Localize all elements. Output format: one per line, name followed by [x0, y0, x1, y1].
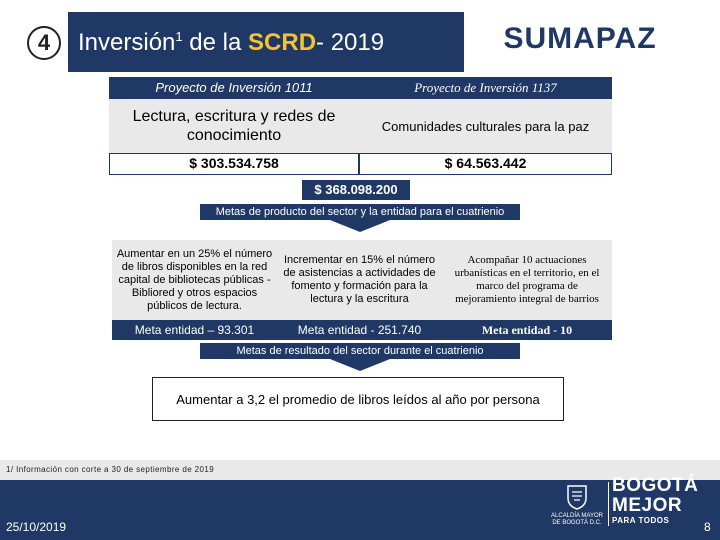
goal-2-text: Incrementar en 15% el número de asistencias a actividades de fomento y formación para la lectura y la escritura	[283, 254, 436, 305]
goal-2-meta: Meta entidad - 251.740	[277, 320, 442, 340]
project-1-header: Proyecto de Inversión 1011	[109, 77, 359, 99]
project-2-header: Proyecto de Inversión 1137	[359, 77, 612, 99]
bogota-mejor-logo	[612, 475, 699, 532]
coat-of-arms-icon	[566, 484, 588, 510]
project-1-name-text: Lectura, escritura y redes de conocimiento	[132, 108, 336, 144]
goal-1-text: Aumentar en un 25% el número de libros disponibles en la red capital de bibliotecas públicas - Bibliored y otros espacios públicos de lectura.	[116, 247, 273, 312]
project-1-amount: $ 303.534.758	[109, 153, 359, 175]
step-number: 4	[37, 30, 51, 55]
product-goals-label: Metas de producto del sector y la entidad para el cuatrienio	[215, 206, 505, 218]
goal-2	[277, 240, 442, 320]
title-prefix: Inversión	[78, 29, 176, 56]
footnote: 1/ Información con corte a 30 de septiembre de 2019	[6, 465, 215, 474]
project-2-amount: $ 64.563.442	[359, 153, 612, 175]
step-number-badge	[27, 26, 61, 60]
title-suffix: - 2019	[316, 29, 385, 56]
alcaldia-logo-text: ALCALDÍA MAYOR DE BOGOTÁ D.C.	[551, 513, 603, 526]
title-mid: de la	[182, 29, 249, 56]
alcaldia-logo	[548, 478, 606, 528]
location-title: SUMAPAZ	[503, 22, 657, 55]
goal-3	[442, 240, 612, 320]
goal-1-meta: Meta entidad – 93.301	[112, 320, 277, 340]
project-2-name-text: Comunidades culturales para la paz	[381, 118, 590, 134]
logo-line-1: BOGOTÁ	[612, 475, 699, 496]
title-superscript: 1	[175, 29, 183, 44]
goal-3-text: Acompañar 10 actuaciones urbanísticas en el territorio, en el marco del programa de mejoramiento integral de barrios	[454, 254, 600, 305]
page-number: 8	[704, 520, 711, 534]
total-amount: $ 368.098.200	[302, 180, 410, 200]
project-1-name	[109, 99, 359, 153]
final-goal: Aumentar a 3,2 el promedio de libros leídos al año por persona	[152, 377, 564, 421]
logo-divider	[608, 482, 609, 526]
project-2-name	[359, 99, 612, 153]
logo-line-2: MEJOR	[612, 495, 683, 516]
slide-date: 25/10/2019	[6, 520, 67, 534]
slide-title	[68, 12, 464, 72]
goal-3-meta: Meta entidad - 10	[442, 320, 612, 340]
goal-1	[112, 240, 277, 320]
logo-line-3: PARA TODOS	[612, 516, 670, 525]
product-goals-banner	[200, 204, 520, 232]
title-highlight: SCRD	[248, 29, 317, 56]
result-goals-banner	[200, 343, 520, 371]
result-goals-label: Metas de resultado del sector durante el cuatrienio	[236, 345, 484, 357]
